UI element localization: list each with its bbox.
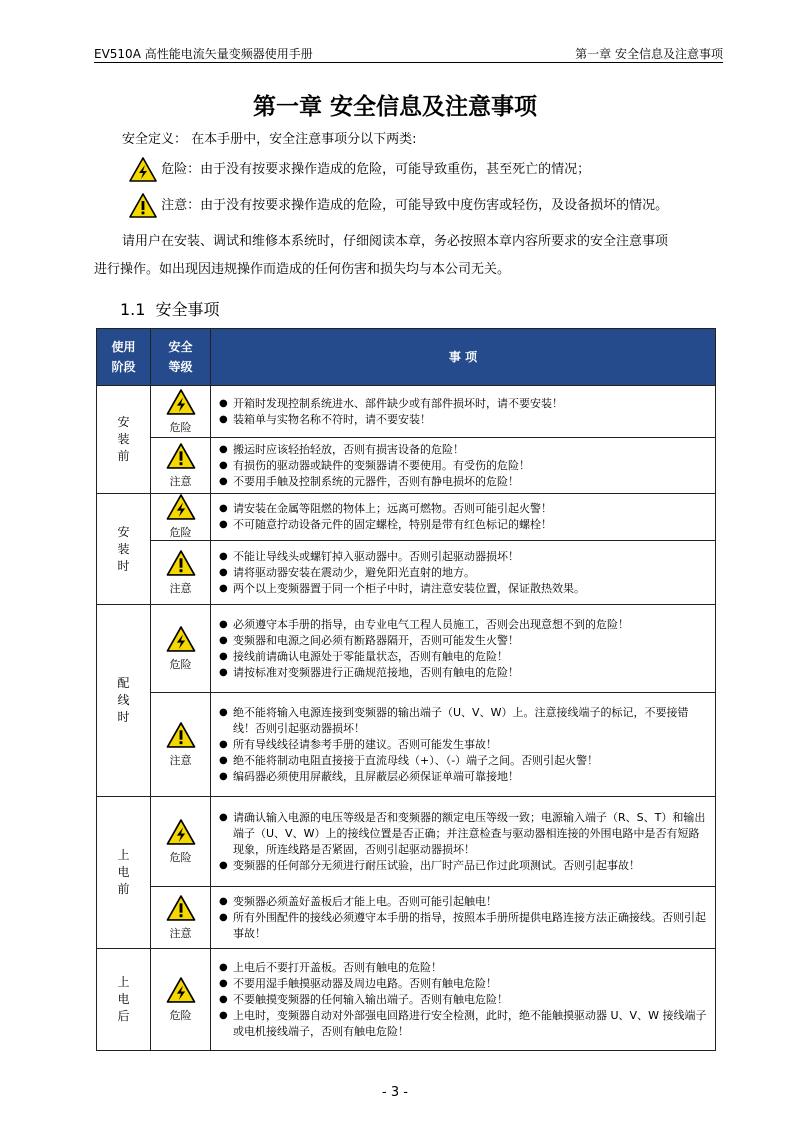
caution-warning-icon <box>166 722 196 748</box>
stage-label: 安装前 <box>117 415 130 463</box>
items-cell <box>211 386 716 438</box>
section-title: 安全事项 <box>155 300 220 319</box>
level-cell <box>151 693 211 797</box>
list-item: ● 不要触摸变频器的任何输入输出端子。否则有触电危险！ <box>219 992 709 1008</box>
header-level: 安全 等级 <box>151 329 211 386</box>
table-row <box>97 541 716 605</box>
table-row <box>97 605 716 693</box>
danger-warning-icon <box>166 389 196 415</box>
table-row <box>97 494 716 541</box>
items-cell <box>211 949 716 1051</box>
list-item: ● 装箱单与实物名称不符时，请不要安装！ <box>219 412 709 428</box>
level-cell <box>151 605 211 693</box>
level-label: 注意 <box>169 474 192 488</box>
caution-warning-icon <box>166 895 196 921</box>
level-label: 危险 <box>169 1008 192 1022</box>
items-cell <box>211 693 716 797</box>
danger-warning-icon <box>166 626 196 652</box>
level-label: 危险 <box>169 850 192 864</box>
intro-paragraph-line2: 进行操作。如出现因违规操作而造成的任何伤害和损失均与本公司无关。 <box>94 262 511 277</box>
stage-cell <box>97 797 151 949</box>
table-row <box>97 949 716 1051</box>
caution-warning-icon <box>129 193 157 218</box>
list-item: ● 变频器必须盖好盖板后才能上电。否则可能引起触电！ <box>219 894 709 910</box>
list-item: ● 绝不能将输入电源连接到变频器的输出端子（U、V、W）上。注意接线端子的标记，不要接错线！否则引起驱动器损坏！ <box>219 705 709 737</box>
list-item: ● 请将驱动器安装在震动少，避免阳光直射的地方。 <box>219 565 709 581</box>
list-item: ● 请确认输入电源的电压等级是否和变频器的额定电压等级一致；电源输入端子（R、S、T）和输出端子（U、V、W）上的接线位置是否正确；并注意检查与驱动器相连接的外围电路中是否有短路现象，所连线路是否紧固，否则引起驱动器损坏！ <box>219 810 709 858</box>
list-item: ● 不能让导线头或螺钉掉入驱动器中。否则引起驱动器损坏！ <box>219 549 709 565</box>
list-item: ● 不要用湿手触摸驱动器及周边电路。否则有触电危险！ <box>219 976 709 992</box>
caution-warning-icon <box>166 443 196 469</box>
danger-warning-icon <box>166 977 196 1003</box>
page-header <box>94 42 723 63</box>
stage-cell <box>97 949 151 1051</box>
header-items: 事 项 <box>211 329 716 386</box>
table-row <box>97 797 716 887</box>
header-left: EV510A 高性能电流矢量变频器使用手册 <box>94 47 313 61</box>
safety-table <box>96 328 716 1051</box>
list-item: ● 变频器和电源之间必须有断路器隔开，否则可能发生火警！ <box>219 633 709 649</box>
level-cell <box>151 438 211 494</box>
items-cell <box>211 887 716 949</box>
danger-warning-icon <box>129 157 157 182</box>
danger-definition-text: 危险：由于没有按要求操作造成的危险，可能导致重伤，甚至死亡的情况； <box>161 162 591 177</box>
list-item: ● 开箱时发现控制系统进水、部件缺少或有部件损坏时，请不要安装！ <box>219 396 709 412</box>
items-cell <box>211 541 716 605</box>
list-item: ● 不要用手触及控制系统的元器件，否则有静电损坏的危险！ <box>219 474 709 490</box>
list-item: ● 所有导线线径请参考手册的建议。否则可能发生事故！ <box>219 737 709 753</box>
stage-label: 上电后 <box>117 975 130 1023</box>
level-label: 注意 <box>169 926 192 940</box>
intro-paragraph-line1: 请用户在安装、调试和维修本系统时，仔细阅读本章，务必按照本章内容所要求的安全注意事项 <box>122 234 669 249</box>
list-item: ● 绝不能将制动电阻直接接于直流母线（+）、（-）端子之间。否则引起火警！ <box>219 753 709 769</box>
level-label: 危险 <box>169 526 192 539</box>
list-item: ● 请按标准对变频器进行正确规范接地，否则有触电的危险！ <box>219 665 709 681</box>
level-label: 危险 <box>169 657 192 671</box>
level-cell <box>151 541 211 605</box>
page-title: 第一章 安全信息及注意事项 <box>252 94 537 120</box>
section-number: 1.1 <box>120 300 146 319</box>
danger-warning-icon <box>166 819 196 845</box>
list-item: ● 两个以上变频器置于同一个柜子中时，请注意安装位置，保证散热效果。 <box>219 581 709 597</box>
stage-cell <box>97 605 151 797</box>
section-heading <box>120 297 229 320</box>
caution-warning-icon <box>166 550 196 576</box>
level-label: 危险 <box>169 420 192 434</box>
list-item: ● 上电后不要打开盖板。否则有触电的危险！ <box>219 960 709 976</box>
list-item: ● 上电时，变频器自动对外部强电回路进行安全检测，此时，绝不能触摸驱动器 U、V、W 接线端子或电机接线端子，否则有触电危险！ <box>219 1008 709 1040</box>
danger-definition <box>129 157 590 182</box>
level-label: 注意 <box>169 581 192 595</box>
level-cell <box>151 949 211 1051</box>
stage-label: 上电前 <box>117 848 130 896</box>
list-item: ● 有损伤的驱动器或缺件的变频器请不要使用。有受伤的危险！ <box>219 458 709 474</box>
stage-label: 配线时 <box>117 676 130 724</box>
list-item: ● 变频器的任何部分无须进行耐压试验，出厂时产品已作过此项测试。否则引起事故！ <box>219 858 709 874</box>
stage-cell <box>97 494 151 605</box>
list-item: ● 搬运时应该轻抬轻放，否则有损害设备的危险！ <box>219 442 709 458</box>
header-right: 第一章 安全信息及注意事项 <box>575 47 723 61</box>
items-cell <box>211 797 716 887</box>
items-cell <box>211 438 716 494</box>
table-row <box>97 887 716 949</box>
items-cell <box>211 605 716 693</box>
level-cell <box>151 887 211 949</box>
stage-cell <box>97 386 151 494</box>
level-label: 注意 <box>169 753 192 767</box>
table-row <box>97 438 716 494</box>
list-item: ● 请安装在金属等阻燃的物体上；远离可燃物。否则可能引起火警！ <box>219 501 709 517</box>
list-item: ● 所有外围配件的接线必须遵守本手册的指导，按照本手册所提供电路连接方法正确接线。否则引起事故！ <box>219 910 709 942</box>
safety-definition: 安全定义： 在本手册中，安全注意事项分以下两类: <box>122 132 417 147</box>
danger-warning-icon <box>166 494 196 520</box>
list-item: ● 必须遵守本手册的指导，由专业电气工程人员施工，否则会出现意想不到的危险！ <box>219 617 709 633</box>
table-row <box>97 386 716 438</box>
list-item: ● 接线前请确认电源处于零能量状态，否则有触电的危险！ <box>219 649 709 665</box>
table-row <box>97 693 716 797</box>
level-cell <box>151 797 211 887</box>
list-item: ● 不可随意拧动设备元件的固定螺栓，特别是带有红色标记的螺栓！ <box>219 517 709 533</box>
level-cell <box>151 386 211 438</box>
level-cell <box>151 494 211 541</box>
caution-definition-text: 注意：由于没有按要求操作造成的危险，可能导致中度伤害或轻伤，及设备损坏的情况。 <box>161 198 669 213</box>
page-number: - 3 - <box>382 1085 408 1100</box>
stage-label: 安装时 <box>117 524 130 573</box>
list-item: ● 编码器必须使用屏蔽线，且屏蔽层必须保证单端可靠接地！ <box>219 769 709 785</box>
caution-definition <box>129 193 668 218</box>
header-stage: 使用 阶段 <box>97 329 151 386</box>
items-cell <box>211 494 716 541</box>
table-header-row <box>97 329 716 386</box>
